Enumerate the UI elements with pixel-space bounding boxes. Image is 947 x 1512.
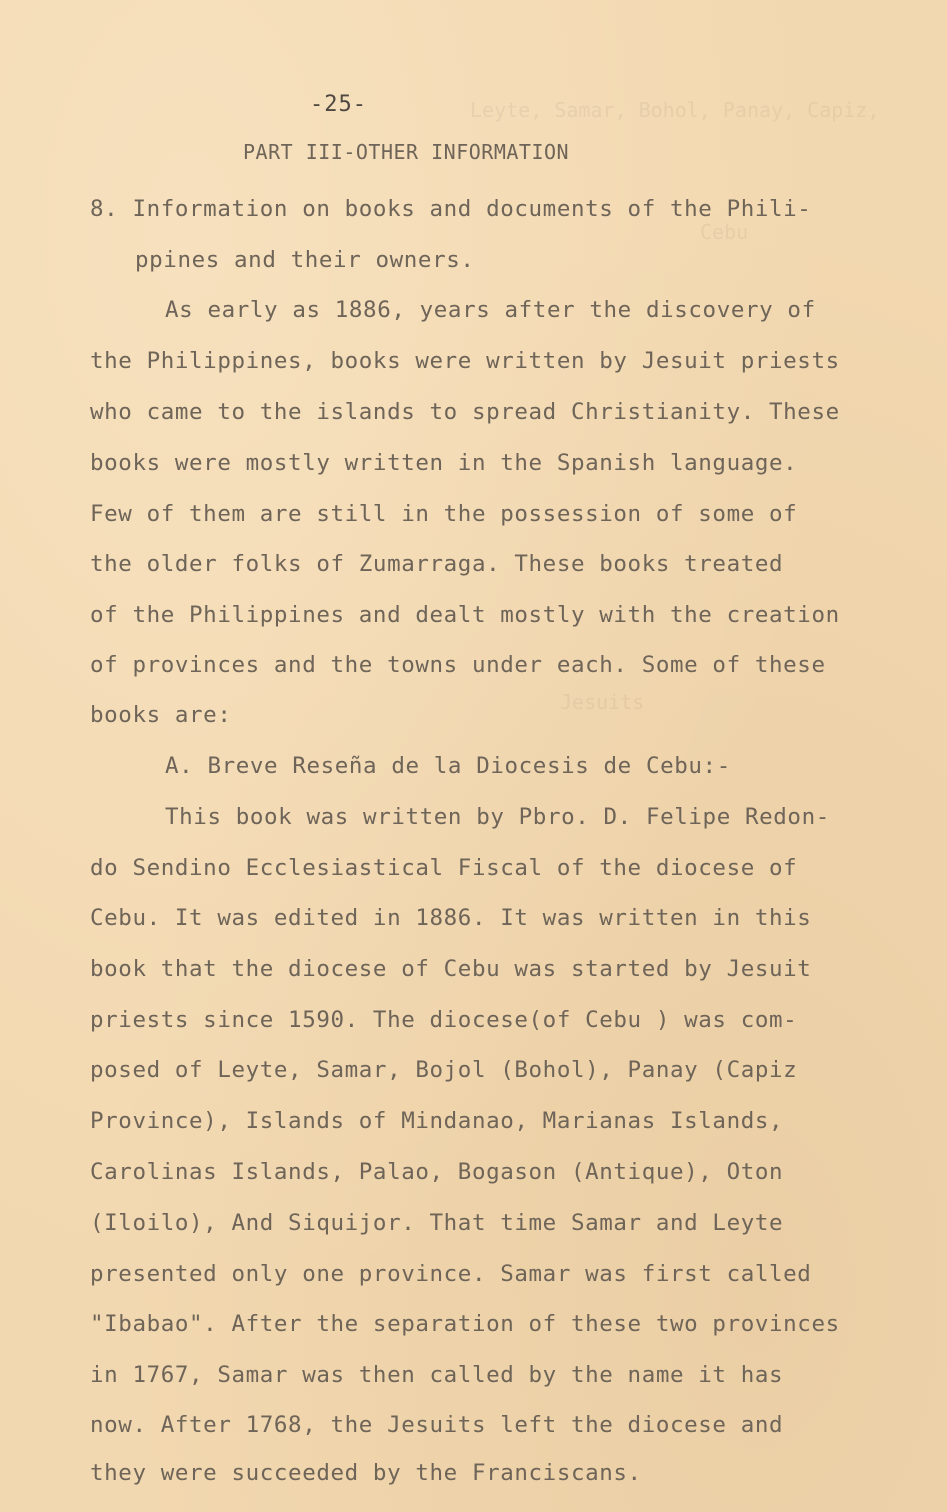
paragraph-line: book that the diocese of Cebu was started by Jesuit [90,956,812,982]
paragraph-line: Province), Islands of Mindanao, Marianas Islands, [90,1108,784,1134]
paragraph-line: "Ibabao". After the separation of these two provinces [90,1311,840,1337]
paragraph-line: posed of Leyte, Samar, Bojol (Bohol), Panay (Capiz [90,1057,798,1083]
paragraph-line: books were mostly written in the Spanish language. [90,450,798,476]
paragraph-line: Carolinas Islands, Palao, Bogason (Antique), Oton [90,1159,784,1185]
section-heading-line: 8. Information on books and documents of the Phili- [90,196,812,222]
section-heading-line: ppines and their owners. [135,247,475,273]
paragraph-line: of the Philippines and dealt mostly with the creation [90,602,840,628]
paragraph-line: books are: [90,702,232,728]
paragraph-line: Cebu. It was edited in 1886. It was written in this [90,905,812,931]
paragraph-line: presented only one province. Samar was first called [90,1261,812,1287]
paragraph-line: This book was written by Pbro. D. Felipe Redon- [165,804,830,830]
paragraph-line: now. After 1768, the Jesuits left the diocese and [90,1412,784,1438]
bleed-through-line: Leyte, Samar, Bohol, Panay, Capiz, [470,98,880,122]
paragraph-line: (Iloilo), And Siquijor. That time Samar and Leyte [90,1210,784,1236]
part-title: PART III-OTHER INFORMATION [243,140,570,164]
paragraph-line: who came to the islands to spread Christianity. These [90,399,840,425]
paragraph-line: the older folks of Zumarraga. These books treated [90,551,784,577]
bleed-through-line: Jesuits [560,690,645,714]
paragraph-line: the Philippines, books were written by Jesuit priests [90,348,840,374]
paragraph-line: Few of them are still in the possession of some of [90,501,798,527]
paragraph-line: they were succeeded by the Franciscans. [90,1460,642,1486]
paragraph-line: do Sendino Ecclesiastical Fiscal of the diocese of [90,855,798,881]
page-number: -25- [310,92,367,117]
paragraph-line: of provinces and the towns under each. Some of these [90,652,826,678]
paragraph-line: priests since 1590. The diocese(of Cebu ) was com- [90,1007,798,1033]
bleed-through-line: Cebu [700,220,749,244]
book-title: A. Breve Reseña de la Diocesis de Cebu:- [165,753,731,779]
paragraph-line: As early as 1886, years after the discovery of [165,297,816,323]
paragraph-line: in 1767, Samar was then called by the name it has [90,1362,784,1388]
